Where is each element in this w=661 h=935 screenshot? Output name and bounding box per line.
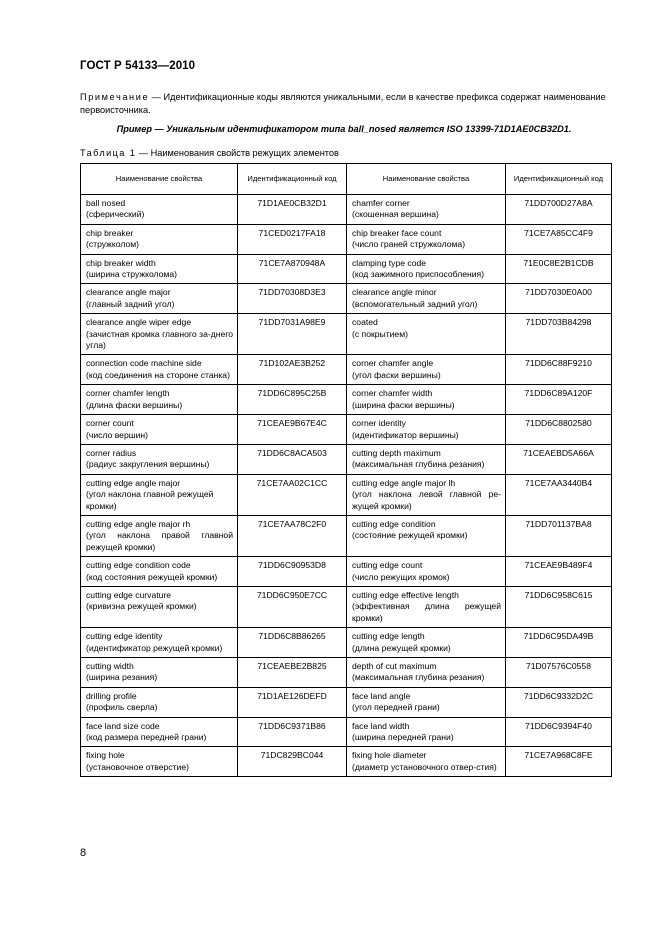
- property-name-ru: (угол фаски вершины): [352, 369, 441, 380]
- code-cell-right: 71DD6C958C615: [506, 586, 612, 627]
- property-name-en: cutting edge length: [352, 631, 425, 642]
- code-cell-left: 71DD7031A98E9: [238, 314, 347, 355]
- property-name-ru: (число вершин): [86, 429, 149, 440]
- name-cell-left: [81, 314, 238, 355]
- property-name-ru: (радиус закругления вершины): [86, 459, 210, 470]
- code-cell-left: 71CEAE9B67E4C: [238, 415, 347, 445]
- name-cell-left: [81, 717, 238, 747]
- header-code-right: Идентификационный код: [506, 164, 612, 195]
- table-row: [81, 586, 612, 627]
- code-cell-right: 71E0C8E2B1CDB: [506, 254, 612, 284]
- property-name-ru: (сферический): [86, 209, 145, 220]
- note-label: Примечание: [80, 92, 150, 102]
- property-name-ru: (главный задний угол): [86, 298, 175, 309]
- property-name-en: cutting edge effective length: [352, 589, 459, 600]
- header-name-right: Наименование свойства: [347, 164, 506, 195]
- property-name-en: cutting edge curvature: [86, 589, 172, 600]
- code-cell-right: 71CEAEBD5A66A: [506, 444, 612, 474]
- code-cell-right: 71CE7A968C8FE: [506, 747, 612, 777]
- property-name-ru: (код зажимного приспособления): [352, 269, 485, 280]
- name-cell-right: [347, 474, 506, 515]
- name-cell-right: [347, 444, 506, 474]
- name-cell-left: [81, 628, 238, 658]
- code-cell-right: 71DD6C9394F40: [506, 717, 612, 747]
- table-row: [81, 195, 612, 225]
- property-name-en: cutting edge angle major lh: [352, 477, 456, 488]
- property-name-ru: (с покрытием): [352, 328, 408, 339]
- table-row: [81, 314, 612, 355]
- code-cell-left: 71D1AE126DEFD: [238, 687, 347, 717]
- table-caption: [80, 148, 339, 158]
- name-cell-right: [347, 515, 506, 556]
- name-cell-left: [81, 474, 238, 515]
- table-row: [81, 557, 612, 587]
- table-row: [81, 717, 612, 747]
- property-name-en: drilling profile: [86, 690, 137, 701]
- header-code-left: Идентификационный код: [238, 164, 347, 195]
- name-cell-right: [347, 254, 506, 284]
- table-row: [81, 747, 612, 777]
- name-cell-left: [81, 224, 238, 254]
- property-name-en: depth of cut maximum: [352, 661, 437, 671]
- property-name-en: clearance angle wiper edge: [86, 317, 192, 328]
- property-name-en: chip breaker face count: [352, 227, 442, 238]
- property-name-ru: (код состояния режущей кромки): [86, 571, 218, 582]
- property-name-en: connection code machine side: [86, 358, 202, 369]
- property-name-en: fixing hole diameter: [352, 750, 427, 761]
- property-name-en: chip breaker width: [86, 257, 156, 268]
- name-cell-left: [81, 515, 238, 556]
- name-cell-left: [81, 444, 238, 474]
- property-name-en: corner chamfer length: [86, 388, 170, 399]
- table-row: [81, 658, 612, 688]
- property-name-en: cutting edge angle major rh: [86, 518, 191, 529]
- name-cell-right: [347, 385, 506, 415]
- property-name-ru: (длина режущей кромки): [352, 642, 451, 653]
- header-name-left: Наименование свойства: [81, 164, 238, 195]
- code-cell-left: 71DD70308D3E3: [238, 284, 347, 314]
- name-cell-right: [347, 557, 506, 587]
- property-name-en: face land angle: [352, 690, 411, 701]
- property-name-en: corner identity: [352, 418, 406, 429]
- property-name-ru: (угол наклона правой главной режущей кромки): [86, 530, 233, 552]
- table-row: [81, 687, 612, 717]
- code-cell-right: 71DD6C8802580: [506, 415, 612, 445]
- table-row: [81, 355, 612, 385]
- note-paragraph: [80, 91, 608, 117]
- property-name-ru: (ширина резания): [86, 672, 158, 683]
- property-name-ru: (угол наклона левой главной ре-жущей кромки): [352, 489, 501, 511]
- property-name-ru: (ширина передней грани): [352, 732, 454, 743]
- property-name-ru: (профиль сверла): [86, 702, 158, 713]
- code-cell-left: 71CE7AA78C2F0: [238, 515, 347, 556]
- page-number: 8: [80, 847, 87, 859]
- name-cell-right: [347, 195, 506, 225]
- property-name-ru: (угол передней грани): [352, 702, 440, 713]
- code-cell-right: 71DD6C95DA49B: [506, 628, 612, 658]
- property-name-en: clamping type code: [352, 257, 427, 268]
- table-row: [81, 515, 612, 556]
- table-caption-label: Таблица 1: [80, 148, 137, 158]
- code-cell-right: 71DD6C89A120F: [506, 385, 612, 415]
- code-cell-left: 71DD6C90953D8: [238, 557, 347, 587]
- properties-table: [80, 163, 612, 777]
- property-name-ru: (установочное отверстие): [86, 761, 189, 772]
- name-cell-left: [81, 586, 238, 627]
- property-name-ru: (скошенная вершина): [352, 209, 439, 220]
- code-cell-left: 71DC829BC044: [238, 747, 347, 777]
- code-cell-right: 71DD6C9332D2C: [506, 687, 612, 717]
- property-name-en: fixing hole: [86, 750, 125, 761]
- property-name-en: cutting edge condition code: [86, 560, 191, 571]
- code-cell-right: 71CEAE9B489F4: [506, 557, 612, 587]
- example-paragraph: Пример — Уникальным идентификатором типа ball_nosed является ISO 13399-71D1AE0CB32D1.: [116, 124, 572, 134]
- property-name-en: cutting edge count: [352, 560, 423, 571]
- table-row: [81, 444, 612, 474]
- name-cell-left: [81, 284, 238, 314]
- name-cell-left: [81, 557, 238, 587]
- property-name-en: corner chamfer angle: [352, 358, 434, 369]
- property-name-ru: (ширина стружколома): [86, 269, 177, 280]
- name-cell-left: [81, 687, 238, 717]
- name-cell-right: [347, 415, 506, 445]
- table-header-row: [81, 164, 612, 195]
- code-cell-right: 71CE7A85CC4F9: [506, 224, 612, 254]
- property-name-en: corner count: [86, 418, 134, 429]
- table-body: [81, 195, 612, 777]
- property-name-ru: (код соединения на стороне станка): [86, 369, 230, 380]
- property-name-ru: (максимальная глубина резания): [352, 459, 485, 470]
- table-row: [81, 474, 612, 515]
- property-name-en: cutting depth maximum: [352, 447, 441, 458]
- table-caption-text: — Наименования свойств режущих элементов: [136, 148, 339, 158]
- property-name-en: face land width: [352, 720, 410, 731]
- property-name-en: cutting edge condition: [352, 518, 436, 529]
- note-text: — Идентификационные коды являются уникальными, если в качестве префикса содержат наименование первоисточника.: [80, 92, 606, 115]
- name-cell-left: [81, 254, 238, 284]
- property-name-en: clearance angle major: [86, 287, 171, 298]
- property-name-ru: (эффективная длина режущей кромки): [352, 601, 501, 623]
- name-cell-right: [347, 586, 506, 627]
- code-cell-left: 71CEAEBE2B825: [238, 658, 347, 688]
- name-cell-right: [347, 658, 506, 688]
- property-name-ru: (идентификатор режущей кромки): [86, 642, 223, 653]
- name-cell-left: [81, 195, 238, 225]
- property-name-ru: (угол наклона главной режущей кромки): [86, 489, 214, 511]
- code-cell-left: 71DD6C8B86265: [238, 628, 347, 658]
- name-cell-right: [347, 717, 506, 747]
- property-name-ru: (кривизна режущей кромки): [86, 601, 197, 612]
- table-row: [81, 224, 612, 254]
- table-row: [81, 385, 612, 415]
- code-cell-left: 71D102AE3B252: [238, 355, 347, 385]
- name-cell-right: [347, 314, 506, 355]
- name-cell-right: [347, 687, 506, 717]
- property-name-ru: (идентификатор вершины): [352, 429, 459, 440]
- table-row: [81, 284, 612, 314]
- code-cell-left: 71DD6C950E7CC: [238, 586, 347, 627]
- property-name-ru: (зачистная кромка главного за-днего угла): [86, 328, 233, 351]
- code-cell-right: 71DD700D27A8A: [506, 195, 612, 225]
- code-cell-left: 71DD6C895C25B: [238, 385, 347, 415]
- property-name-ru: (код размера передней грани): [86, 732, 207, 743]
- code-cell-left: 71D1AE0CB32D1: [238, 195, 347, 225]
- name-cell-right: [347, 224, 506, 254]
- name-cell-left: [81, 747, 238, 777]
- property-name-en: cutting edge identity: [86, 631, 163, 642]
- name-cell-left: [81, 355, 238, 385]
- code-cell-right: 71DD7030E0A00: [506, 284, 612, 314]
- code-cell-left: 71DD6C9371B86: [238, 717, 347, 747]
- property-name-en: cutting width: [86, 661, 134, 671]
- code-cell-left: 71DD6C8ACA503: [238, 444, 347, 474]
- property-name-ru: (длина фаски вершины): [86, 399, 183, 410]
- code-cell-left: 71CE7AA02C1CC: [238, 474, 347, 515]
- property-name-en: face land size code: [86, 720, 160, 731]
- code-cell-right: 71DD703B84298: [506, 314, 612, 355]
- property-name-ru: (максимальная глубина резания): [352, 672, 485, 683]
- table-row: [81, 254, 612, 284]
- property-name-ru: (число граней стружколома): [352, 239, 466, 250]
- name-cell-right: [347, 628, 506, 658]
- property-name-en: corner chamfer width: [352, 388, 433, 399]
- code-cell-left: 71CE7A870948A: [238, 254, 347, 284]
- code-cell-left: 71CED0217FA18: [238, 224, 347, 254]
- code-cell-right: 71CE7AA3440B4: [506, 474, 612, 515]
- name-cell-left: [81, 658, 238, 688]
- property-name-ru: (диаметр установочного отвер-стия): [352, 761, 497, 772]
- name-cell-right: [347, 355, 506, 385]
- property-name-ru: (ширина фаски вершины): [352, 399, 455, 410]
- name-cell-left: [81, 385, 238, 415]
- document-header: ГОСТ Р 54133—2010: [80, 60, 196, 72]
- name-cell-right: [347, 284, 506, 314]
- property-name-en: chip breaker: [86, 227, 134, 238]
- property-name-ru: (стружколом): [86, 239, 140, 250]
- property-name-en: cutting edge angle major: [86, 477, 181, 488]
- property-name-ru: (состояние режущей кромки): [352, 530, 468, 541]
- table-row: [81, 415, 612, 445]
- code-cell-right: 71DD6C88F9210: [506, 355, 612, 385]
- name-cell-right: [347, 747, 506, 777]
- property-name-en: clearance angle minor: [352, 287, 437, 298]
- code-cell-right: 71DD701137BA8: [506, 515, 612, 556]
- property-name-ru: (число режущих кромок): [352, 571, 450, 582]
- name-cell-left: [81, 415, 238, 445]
- property-name-en: coated: [352, 317, 378, 328]
- property-name-en: corner radius: [86, 447, 137, 458]
- property-name-en: ball nosed: [86, 198, 126, 208]
- table-row: [81, 628, 612, 658]
- property-name-en: chamfer corner: [352, 198, 410, 208]
- property-name-ru: (вспомогательный задний угол): [352, 298, 478, 309]
- code-cell-right: 71D07576C0558: [506, 658, 612, 688]
